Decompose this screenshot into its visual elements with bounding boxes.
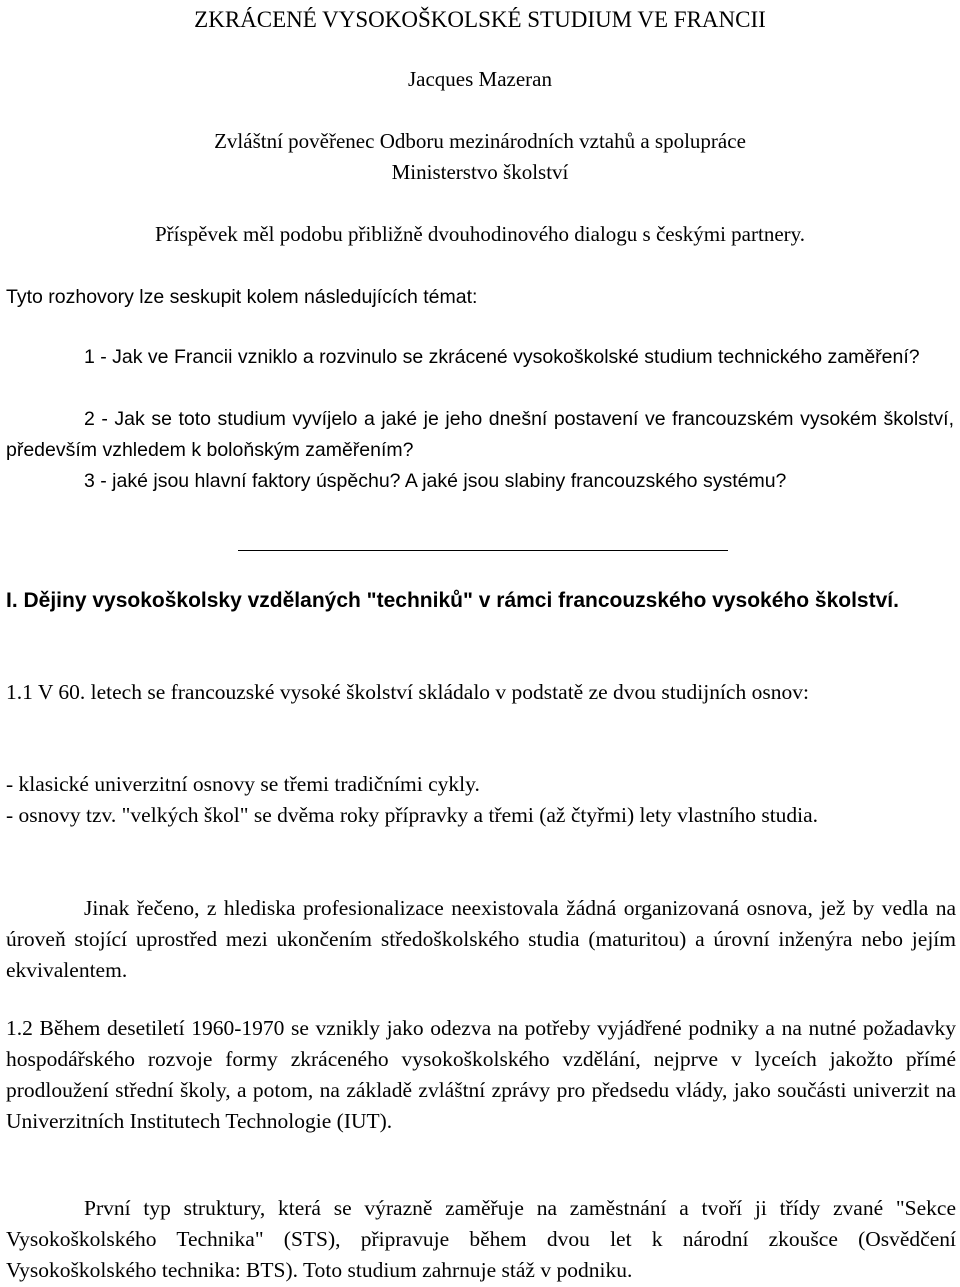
paragraph-jinak (6, 893, 956, 986)
section-heading: I. Dějiny vysokoškolsky vzdělaných "techniků" v rámci francouzského vysokého školství. (6, 589, 899, 612)
intro-paragraph: Příspěvek měl podobu přibližně dvouhodinového dialogu s českými partnery. (154, 222, 806, 246)
question-text: 2 - Jak se toto studium vyvíjelo a jaké je jeho dnešní postavení ve francouzském vysokém školství, především vzhledem k boloňským zaměřením? (6, 408, 954, 461)
paragraph-1-1: 1.1 V 60. letech se francouzské vysoké školství skládalo v podstatě ze dvou studijních osnov: (6, 680, 809, 704)
paragraph-1-2: 1.2 Během desetiletí 1960-1970 se vznikly jako odezva na potřeby vyjádřené podniky a na nutné požadavky hospodářského rozvoje formy zkráceného vysokoškolského vzdělání, nejprve v lyceích jakožto přímé prodloužení střední školy, a potom, na základě zvláštní zprávy pro předsedu vlády, jako součásti univerzit na Univerzitních Institutech Technologie (IUT). (6, 1016, 956, 1133)
paragraph-text: První typ struktury, která se výrazně zaměřuje na zaměstnání a tvoří ji třídy zvané "Sekce Vysokoškolského Technika" (STS), připravuje během dvou let k národní zkoušce (Osvědčení Vysokoškolského technika: BTS). Toto studium zahrnuje stáž v podniku. (6, 1196, 956, 1282)
question-3 (6, 466, 954, 497)
list-item: - klasické univerzitní osnovy se třemi tradičními cykly. (6, 772, 480, 796)
author-name: Jacques Mazeran (407, 67, 552, 91)
author-affiliation (0, 126, 960, 188)
question-text: 3 - jaké jsou hlavní faktory úspěchu? A jaké jsou slabiny francouzského systému? (84, 470, 787, 492)
question-text: 1 - Jak ve Francii vzniklo a rozvinulo se zkrácené vysokoškolské studium technického zaměření? (84, 346, 920, 368)
separator-line (238, 550, 728, 551)
affiliation-line: Ministerstvo školství (391, 160, 569, 184)
topics-intro: Tyto rozhovory lze seskupit kolem následujících témat: (6, 286, 478, 308)
list-item: - osnovy tzv. "velkých škol" se dvěma roky přípravky a třemi (až čtyřmi) lety vlastního studia. (6, 803, 819, 827)
question-2 (6, 404, 954, 466)
paragraph-prvni (6, 1193, 956, 1286)
affiliation-line: Zvláštní pověřenec Odboru mezinárodních vztahů a spolupráce (214, 129, 746, 153)
question-1 (6, 342, 954, 373)
paragraph-text: Jinak řečeno, z hlediska profesionalizace neexistovala žádná organizovaná osnova, jež by vedla na úroveň stojící uprostřed mezi ukončením středoškolského studia (maturitou) a úrovní inženýra nebo jejím ekvivalentem. (6, 896, 956, 982)
document-title: ZKRÁCENÉ VYSOKOŠKOLSKÉ STUDIUM VE FRANCII (194, 7, 766, 32)
